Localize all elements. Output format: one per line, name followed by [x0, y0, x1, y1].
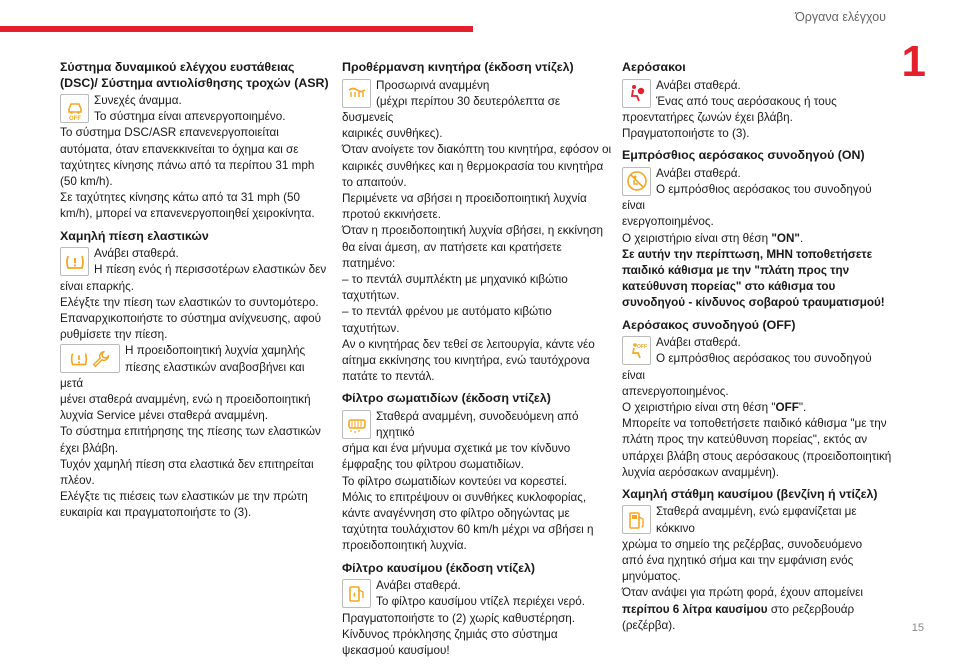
status-line: Ανάβει σταθερά. — [656, 166, 741, 180]
glow-plug-icon — [342, 79, 371, 108]
column-3 — [622, 60, 892, 640]
paragraph — [622, 231, 892, 247]
header-title: Όργανα ελέγχου — [795, 10, 886, 24]
passenger-airbag-on-icon — [622, 167, 651, 196]
paragraph: μένει σταθερά αναμμένη, ενώ η προειδοποιητική λυχνία Service μένει σταθερά αναμμένη. — [60, 392, 311, 423]
section-title: Σύστημα δυναμικού ελέγχου ευστάθειας (DSC)/ Σύστημα αντιολίσθησης τροχών (ASR) — [60, 60, 329, 90]
paragraph — [622, 602, 892, 634]
section-passenger-airbag-off — [622, 318, 892, 481]
status-line: Σταθερά αναμμένη, συνοδευόμενη από ηχητικό — [376, 409, 579, 440]
paragraph: Όταν η προειδοποιητική λυχνία σβήσει, η εκκίνηση θα είναι άμεση, αν πατήσετε και κρατήσετε πατημένο: — [342, 224, 604, 270]
paragraph: Περιμένετε να σβήσει η προειδοποιητική λυχνία προτού εκκινήσετε. — [342, 191, 587, 222]
tyre-service-icons — [60, 344, 120, 373]
switch-position: "ON" — [771, 231, 800, 245]
status-line: Το φίλτρο καυσίμου ντίζελ περιέχει νερό. — [376, 595, 586, 609]
page-number: 15 — [911, 622, 924, 634]
airbag-icon — [622, 79, 651, 108]
paragraph: έμφραξης του φίλτρου σωματιδίων. — [342, 458, 524, 472]
status-line: Το σύστημα είναι απενεργοποιημένο. — [94, 110, 286, 124]
paragraph: – το πεντάλ φρένου με αυτόματο κιβώτιο ταχυτήτων. — [342, 305, 552, 335]
paragraph: – το πεντάλ συμπλέκτη με μηχανικό κιβώτιο ταχυτήτων. — [342, 272, 568, 303]
fuel-reserve-amount: περίπου 6 λίτρα καυσίμου — [622, 602, 768, 616]
chapter-number: 1 — [901, 37, 926, 86]
paragraph: από ένα ηχητικό σήμα και την εμφάνιση ενός μηνύματος. — [622, 554, 854, 584]
section-engine-preheat — [342, 60, 612, 385]
text-run: στο ρεζερβουάρ (ρεζέρβα). — [622, 602, 855, 632]
section-tyre-pressure — [60, 229, 330, 522]
switch-position: OFF — [775, 400, 799, 414]
paragraph: προεντατήρες ζωνών έχει βλάβη. — [622, 110, 793, 124]
section-title: Αερόσακος συνοδηγού (OFF) — [622, 317, 796, 332]
status-line: Ο εμπρόσθιος αερόσακος του συνοδηγού είναι — [622, 352, 872, 382]
section-title: Αερόσακοι — [622, 60, 686, 74]
paragraph: απενεργοποιημένος. — [622, 384, 729, 398]
paragraph: Πραγματοποιήστε το (2) χωρίς καθυστέρηση. Κίνδυνος πρόκλησης ζημιάς στο σύστημα ψεκασμού καυσίμου! — [342, 611, 576, 657]
section-particle-filter — [342, 391, 612, 554]
paragraph: Το σύστημα DSC/ASR επανενεργοποιείται αυτόματα, όταν επανεκκινείται το όχημα και σε ταχύτητες κίνησης πάνω από τα περίπου 31 mph (50 km/h). — [60, 126, 315, 189]
status-line: Ανάβει σταθερά. — [376, 579, 461, 593]
paragraph: Πραγματοποιήστε το (3). — [622, 127, 750, 141]
status-line: (μέχρι περίπου 30 δευτερόλεπτα σε δυσμενείς — [342, 94, 561, 124]
esc-off-icon — [60, 94, 89, 123]
safety-warning: Σε αυτήν την περίπτωση, ΜΗΝ τοποθετήσετε παιδικό κάθισμα με την "πλάτη προς την κατεύθυνση πορείας" στο κάθισμα του συνοδηγού - κίνδυνος σοβαρού τραυματισμού! — [622, 247, 885, 310]
section-passenger-airbag-on — [622, 148, 892, 311]
fuel-pump-icon — [622, 505, 651, 534]
header-accent-bar — [0, 26, 473, 32]
text-run: . — [799, 231, 804, 245]
section-title: Φίλτρο σωματιδίων (έκδοση ντίζελ) — [342, 391, 551, 406]
status-line: πίεσης ελαστικών αναβοσβήνει και μετά — [60, 360, 305, 390]
status-line: Η προειδοποιητική λυχνία χαμηλής — [125, 344, 306, 358]
section-dsc-asr — [60, 60, 330, 223]
column-1 — [60, 60, 330, 528]
status-line: Η πίεση ενός ή περισσοτέρων ελαστικών δεν — [94, 263, 327, 277]
status-line: Σταθερά αναμμένη, ενώ εμφανίζεται με κόκκινο — [656, 505, 857, 535]
status-line: Προσωρινά αναμμένη — [376, 78, 490, 92]
status-line: σήμα και ένα μήνυμα σχετικά με τον κίνδυνο — [342, 442, 571, 456]
paragraph: Σε ταχύτητες κίνησης κάτω από τα 31 mph (50 km/h), μπορεί να επανενεργοποιηθεί χειροκίνητα. — [60, 191, 315, 221]
paragraph: Το σύστημα επιτήρησης της πίεσης των ελαστικών έχει βλάβη. — [60, 425, 321, 455]
column-2 — [342, 60, 612, 665]
text-run: Ο χειριστήριο είναι στη θέση — [622, 231, 772, 245]
status-line: Ανάβει σταθερά. — [94, 247, 179, 261]
paragraph: Επαναρχικοποιήστε το σύστημα ανίχνευσης, αφού ρυθμίσετε την πίεση. — [60, 311, 321, 342]
text-run: Ο χειριστήριο είναι στη θέση " — [622, 400, 776, 414]
svg-text:OFF: OFF — [636, 343, 647, 350]
paragraph: Όταν ανοίγετε τον διακόπτη του κινητήρα, εφόσον οι καιρικές συνθήκες και η θερμοκρασία του κινητήρα το απαιτούν. — [342, 143, 612, 189]
paragraph: Αν ο κινητήρας δεν τεθεί σε λειτουργία, κάντε νέο αίτημα εκκίνησης του κινητήρα, ενώ ταυτόχρονα πατάτε το πεντάλ. — [342, 337, 595, 384]
paragraph: Μπορείτε να τοποθετήσετε παιδικό κάθισμα "με την πλάτη προς την κατεύθυνση πορείας", εκτός αν υπάρχει βλάβη στους αερόσακους (προειδοποιητική λυχνία αερόσακων αναμμένη). — [622, 417, 892, 479]
section-title: Χαμηλή στάθμη καυσίμου (βενζίνη ή ντίζελ) — [622, 486, 878, 501]
tyre-pressure-icon — [60, 247, 89, 276]
tyre-pressure-icon — [68, 348, 90, 370]
section-title: Εμπρόσθιος αερόσακος συνοδηγού (ON) — [622, 148, 865, 163]
paragraph: είναι επαρκής. — [60, 279, 134, 293]
paragraph — [622, 400, 892, 416]
section-title: Φίλτρο καυσίμου (έκδοση ντίζελ) — [342, 560, 536, 575]
section-title: Χαμηλή πίεση ελαστικών — [60, 228, 209, 243]
paragraph: Μόλις το επιτρέψουν οι συνθήκες κυκλοφορίας, κάντε αναγέννηση στο φίλτρο οδηγώντας με ταχύτητα τουλάχιστον 60 km/h μέχρι να σβήσει η προειδοποιητική λυχνία. — [342, 490, 594, 553]
paragraph: Όταν ανάψει για πρώτη φορά, έχουν απομείνει — [622, 586, 863, 600]
paragraph: Ελέγξτε τις πιέσεις των ελαστικών με την πρώτη ευκαιρία και πραγματοποιήστε το (3). — [60, 490, 308, 520]
paragraph: Τυχόν χαμηλή πίεση στα ελαστικά δεν επιτηρείται πλέον. — [60, 457, 314, 487]
status-line: Συνεχές άναμμα. — [94, 94, 182, 107]
status-line: Ένας από τους αερόσακους ή τους — [656, 94, 837, 108]
service-wrench-icon — [90, 348, 112, 370]
status-line: χρώμα το σημείο της ρεζέρβας, συνοδευόμενο — [622, 537, 863, 551]
section-low-fuel — [622, 487, 892, 634]
paragraph: ενεργοποιημένος. — [622, 215, 714, 229]
section-airbags — [622, 60, 892, 142]
status-line: Ο εμπρόσθιος αερόσακος του συνοδηγού είναι — [622, 183, 872, 213]
off-label: OFF — [68, 115, 81, 121]
paragraph: Το φίλτρο σωματιδίων κοντεύει να κορεστεί. — [342, 474, 568, 488]
paragraph: καιρικές συνθήκες). — [342, 127, 443, 141]
particle-filter-icon — [342, 410, 371, 439]
text-run: ". — [798, 400, 807, 414]
status-line: Ανάβει σταθερά. — [656, 78, 741, 92]
water-in-fuel-icon — [342, 579, 371, 608]
status-line: Ανάβει σταθερά. — [656, 336, 741, 350]
paragraph: Ελέγξτε την πίεση των ελαστικών το συντομότερο. — [60, 295, 319, 309]
section-title: Προθέρμανση κινητήρα (έκδοση ντίζελ) — [342, 60, 574, 74]
section-fuel-filter — [342, 561, 612, 660]
passenger-airbag-off-icon — [622, 336, 651, 365]
